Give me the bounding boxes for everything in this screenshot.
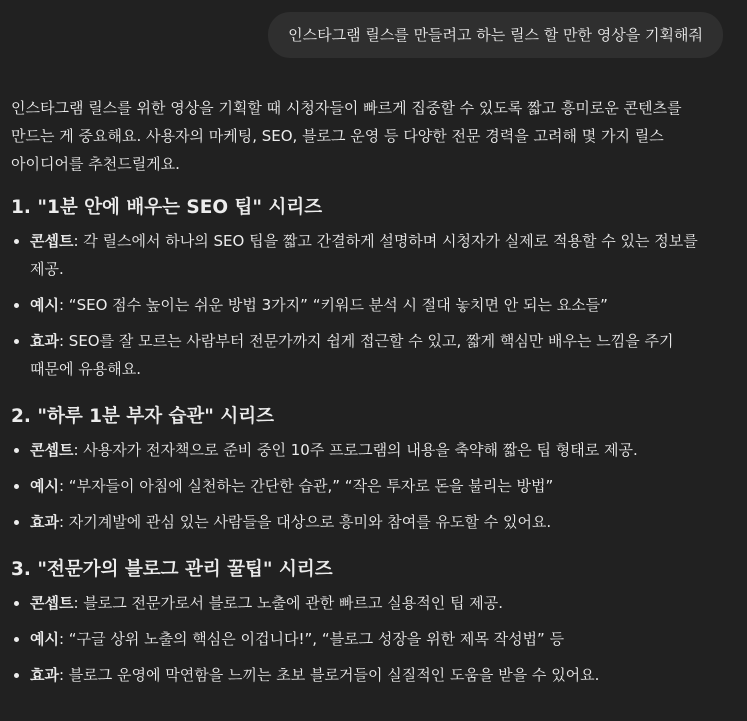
bullet-label: 콘셉트 bbox=[30, 441, 74, 459]
bullet-example bbox=[11, 472, 717, 500]
bullet-label: 효과 bbox=[30, 513, 59, 531]
bullet-effect bbox=[11, 508, 717, 536]
section-title: 2. "하루 1분 부자 습관" 시리즈 bbox=[11, 406, 274, 427]
section-seo-tips bbox=[11, 193, 717, 383]
bullet-label: 콘셉트 bbox=[30, 232, 74, 250]
bullet-label: 예시 bbox=[30, 630, 59, 648]
bullet-text: : “부자들이 아침에 실천하는 간단한 습관,” “작은 투자로 돈을 불리는 방법” bbox=[58, 477, 554, 495]
assistant-response bbox=[11, 94, 717, 689]
bullet-list bbox=[11, 436, 717, 536]
bullet-list bbox=[11, 227, 717, 383]
section-rich-habits bbox=[11, 402, 717, 536]
bullet-effect bbox=[11, 327, 717, 383]
bullet-example bbox=[11, 625, 717, 653]
bullet-example bbox=[11, 291, 717, 319]
bullet-concept bbox=[11, 227, 717, 283]
bullet-label: 효과 bbox=[30, 666, 59, 684]
bullet-list bbox=[11, 589, 717, 689]
section-title: 3. "전문가의 블로그 관리 꿀팁" 시리즈 bbox=[11, 559, 333, 580]
bullet-text: : 자기계발에 관심 있는 사람들을 대상으로 흥미와 참여를 유도할 수 있어요. bbox=[58, 513, 552, 531]
bullet-label: 예시 bbox=[30, 477, 59, 495]
user-message-bubble: 인스타그램 릴스를 만들려고 하는 릴스 할 만한 영상을 기획해줘 bbox=[268, 12, 723, 58]
bullet-text: : 사용자가 전자책으로 준비 중인 10주 프로그램의 내용을 축약해 짧은 팁 형태로 제공. bbox=[73, 441, 638, 459]
bullet-text: : 블로그 전문가로서 블로그 노출에 관한 빠르고 실용적인 팁 제공. bbox=[73, 594, 503, 612]
bullet-concept bbox=[11, 589, 717, 617]
bullet-label: 효과 bbox=[30, 332, 59, 350]
bullet-effect bbox=[11, 661, 717, 689]
bullet-text: : 블로그 운영에 막연함을 느끼는 초보 블로거들이 실질적인 도움을 받을 수 있어요. bbox=[58, 666, 600, 684]
bullet-text: : “구글 상위 노출의 핵심은 이겁니다!”, “블로그 성장을 위한 제목 작성법” 등 bbox=[58, 630, 565, 648]
user-message-row bbox=[268, 12, 723, 58]
response-intro: 인스타그램 릴스를 위한 영상을 기획할 때 시청자들이 빠르게 집중할 수 있도록 짧고 흥미로운 콘텐츠를 만드는 게 중요해요. 사용자의 마케팅, SEO, 블로그 운영 등 다양한 전문 경력을 고려해 몇 가지 릴스 아이디어를 추천드릴게요. bbox=[11, 99, 682, 173]
section-blog-tips bbox=[11, 555, 717, 689]
bullet-text: : “SEO 점수 높이는 쉬운 방법 3가지” “키워드 분석 시 절대 놓치면 안 되는 요소들” bbox=[58, 296, 608, 314]
bullet-label: 예시 bbox=[30, 296, 59, 314]
bullet-text: : 각 릴스에서 하나의 SEO 팁을 짧고 간결하게 설명하며 시청자가 실제로 적용할 수 있는 정보를 제공. bbox=[30, 232, 698, 278]
section-title: 1. "1분 안에 배우는 SEO 팁" 시리즈 bbox=[11, 197, 323, 218]
bullet-text: : SEO를 잘 모르는 사람부터 전문가까지 쉽게 접근할 수 있고, 짧게 핵심만 배우는 느낌을 주기 때문에 유용해요. bbox=[30, 332, 674, 378]
bullet-concept bbox=[11, 436, 717, 464]
bullet-label: 콘셉트 bbox=[30, 594, 74, 612]
